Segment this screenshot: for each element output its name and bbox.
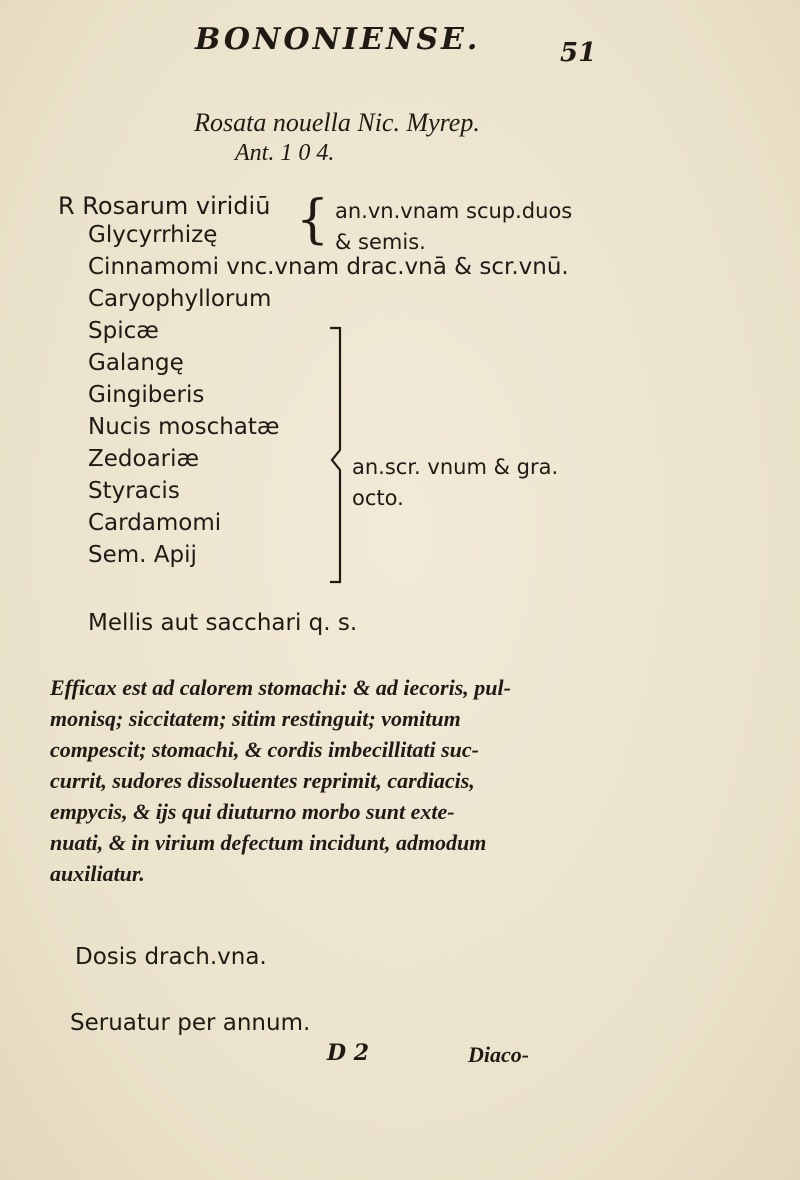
ingredient-line: Spicæ bbox=[88, 318, 159, 344]
recipe-title-sub: Ant. 1 0 4. bbox=[235, 140, 335, 166]
effects-line: compescit; stomachi, & cordis imbecillitati suc- bbox=[50, 737, 479, 762]
ingredient-line: Galangę bbox=[88, 350, 184, 376]
quantity-top-line: & semis. bbox=[335, 230, 426, 254]
ingredient-line: Glycyrrhizę bbox=[88, 222, 218, 248]
honey-line: Mellis aut sacchari q. s. bbox=[88, 610, 358, 636]
signature-mark: D 2 bbox=[327, 1040, 370, 1066]
cinnamon-line: Cinnamomi vnc.vnam drac.vnā & scr.vnū. bbox=[88, 254, 569, 280]
recipe-title: Rosata nouella Nic. Myrep. bbox=[194, 108, 480, 137]
quantity-group-line: octo. bbox=[352, 486, 404, 510]
effects-paragraph bbox=[50, 672, 610, 889]
ingredient-line: Sem. Apij bbox=[88, 542, 197, 568]
brace-symbol: { bbox=[296, 190, 330, 250]
ingredient-line: Caryophyllorum bbox=[88, 286, 272, 312]
keep-line: Seruatur per annum. bbox=[70, 1010, 311, 1036]
ingredient-line: Cardamomi bbox=[88, 510, 222, 536]
dose-line: Dosis drach.vna. bbox=[75, 944, 267, 970]
running-head: BONONIENSE. bbox=[195, 22, 481, 57]
quantity-group-line: an.scr. vnum & gra. bbox=[352, 455, 559, 479]
catchword: Diaco- bbox=[468, 1042, 530, 1067]
effects-line: nuati, & in virium defectum incidunt, admodum bbox=[50, 830, 487, 855]
quantity-group bbox=[352, 452, 558, 514]
quantity-top-line: an.vn.vnam scup.duos bbox=[335, 199, 573, 223]
recipe-first-line: R Rosarum viridiū bbox=[58, 192, 271, 220]
effects-line: auxiliatur. bbox=[50, 861, 145, 886]
ingredient-line: Gingiberis bbox=[88, 382, 205, 408]
ingredient-line: Styracis bbox=[88, 478, 180, 504]
bracket-icon bbox=[328, 320, 344, 590]
effects-line: empycis, & ijs qui diuturno morbo sunt exte- bbox=[50, 799, 455, 824]
ingredient-line: Nucis moschatæ bbox=[88, 414, 280, 440]
ingredient-line: Zedoariæ bbox=[88, 446, 200, 472]
page-number: 51 bbox=[560, 38, 597, 68]
effects-line: monisq; siccitatem; sitim restinguit; vomitum bbox=[50, 706, 461, 731]
effects-line: currit, sudores dissoluentes reprimit, cardiacis, bbox=[50, 768, 475, 793]
effects-line: Efficax est ad calorem stomachi: & ad iecoris, pul- bbox=[50, 675, 511, 700]
